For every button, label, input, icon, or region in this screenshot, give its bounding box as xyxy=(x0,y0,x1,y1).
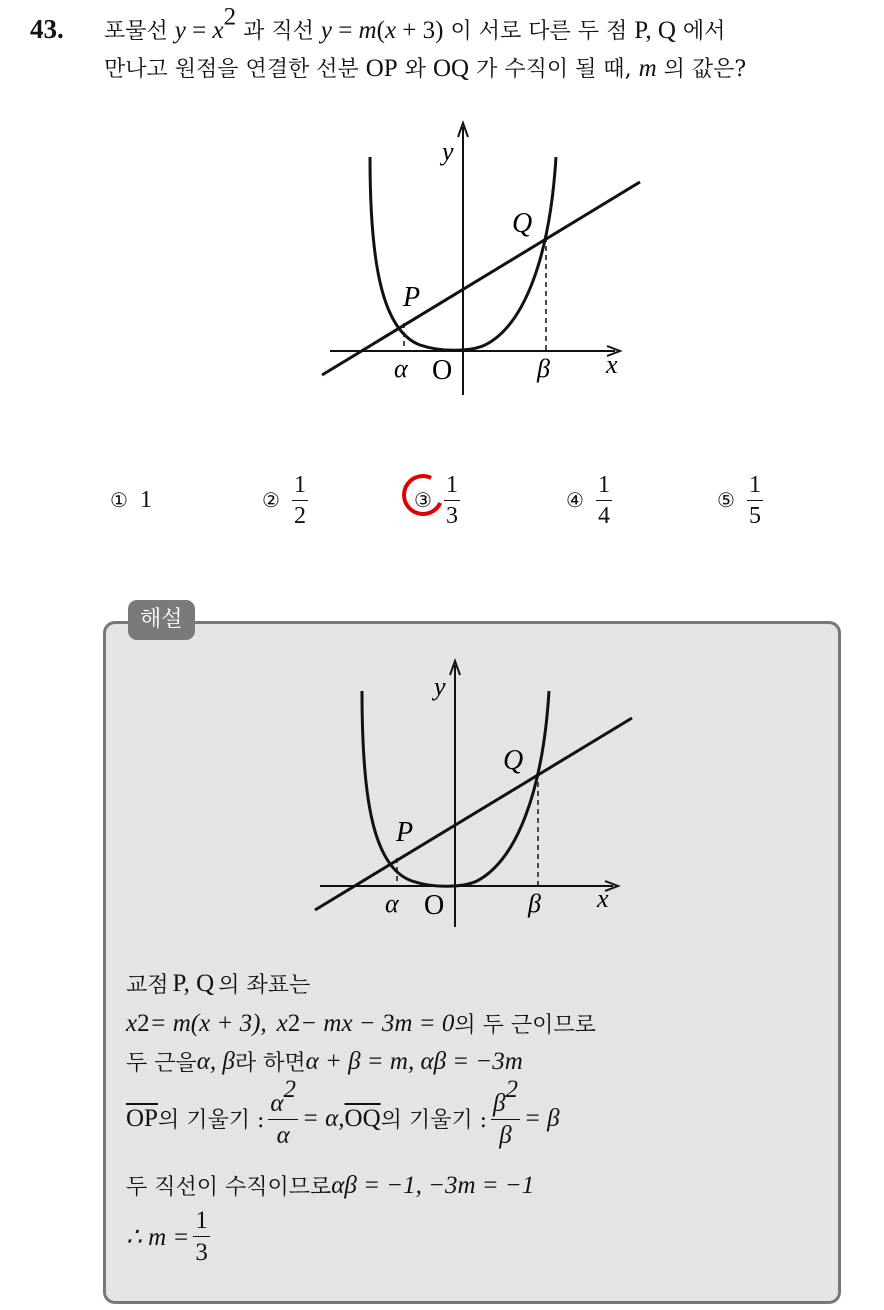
point-q-label: Q xyxy=(503,745,524,776)
solution-line-5: 두 직선이 수직이므로 αβ = −1, −3m = −1 xyxy=(126,1171,535,1200)
slope-op-fraction: $\frac{\alpha^2}{\alpha}$ xyxy=(270,1076,297,1149)
choice-fraction: $\frac{1}{4}$ xyxy=(597,471,610,529)
choice-marker: ④ xyxy=(566,488,584,512)
solution-line-3: 두 근을 α, β 라 하면 α + β = m, αβ = −3m xyxy=(126,1047,523,1076)
choice-fraction: $\frac{1}{3}$ xyxy=(445,471,458,529)
choice-fraction: $\frac{1}{5}$ xyxy=(748,471,761,529)
origin-label: O xyxy=(432,355,453,386)
question-graph xyxy=(310,115,655,400)
solution-line-1: 교점 P, Q 의 좌표는 xyxy=(126,969,311,998)
choice-marker: ⑤ xyxy=(717,488,735,512)
point-p-label: P xyxy=(403,282,421,313)
solution-graph xyxy=(305,655,645,935)
choice-marker: ① xyxy=(110,488,128,512)
choice-marker: ③ xyxy=(414,488,432,512)
choice-1[interactable] xyxy=(110,470,152,530)
slope-oq-fraction: $\frac{\beta^2}{\beta}$ xyxy=(493,1076,518,1149)
beta-label: β xyxy=(528,889,541,918)
origin-label: O xyxy=(424,890,445,921)
question-line-1: 포물선 $y = x^2$ 과 직선 y = m(x + 3) 이 서로 다른 두 점 P, Q 에서 xyxy=(104,3,726,44)
x-axis-label: x xyxy=(606,350,618,379)
choice-value: 1 xyxy=(139,486,152,513)
choice-5[interactable] xyxy=(717,470,763,530)
question-line-2: 만나고 원점을 연결한 선분 OP 와 OQ 가 수직이 될 때, m 의 값은? xyxy=(104,55,747,82)
point-q-label: Q xyxy=(512,208,533,239)
question-number: 43. xyxy=(30,14,64,44)
solution-line-2: x 2 = m(x + 3), x 2 − mx − 3m = 0 의 두 근이므로 xyxy=(126,1009,596,1038)
y-axis-label: y xyxy=(434,672,446,701)
choice-4[interactable] xyxy=(566,470,612,530)
solution-line-4: $\overline{OP}$ 의 기울기 : $\frac{\alpha^2}{\alpha}$ = α, $\overline{OQ}$ 의 기울기 : $\frac{\beta^2}{\beta}$ = β xyxy=(126,1076,560,1149)
x-axis-label: x xyxy=(597,884,609,913)
y-axis-label: y xyxy=(442,137,454,166)
alpha-label: α xyxy=(394,354,408,383)
beta-label: β xyxy=(537,354,550,383)
solution-line-6: ∴ m = $\frac{1}{3}$ xyxy=(126,1207,208,1266)
choice-2[interactable] xyxy=(262,470,308,530)
point-p-label: P xyxy=(396,817,414,848)
choice-marker: ② xyxy=(262,488,280,512)
answer-fraction: $\frac{1}{3}$ xyxy=(195,1207,208,1266)
choice-fraction: $\frac{1}{2}$ xyxy=(293,471,306,529)
solution-tag: 해설 xyxy=(128,600,195,640)
alpha-label: α xyxy=(385,889,399,918)
